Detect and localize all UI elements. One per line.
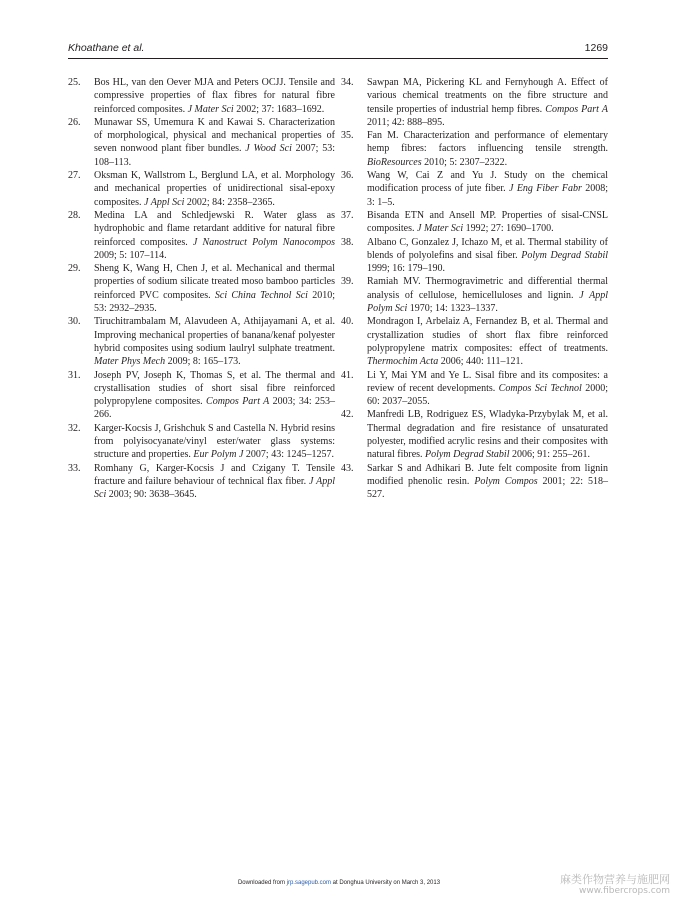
reference-journal: J Mater Sci bbox=[417, 223, 464, 235]
footer-link[interactable]: jrp.sagepub.com bbox=[286, 880, 331, 886]
reference-citation: Ramiah MV. Thermogravimetric and differential thermal analysis of cellulose, hemicelluloses and lignin. bbox=[367, 276, 608, 301]
reference-text bbox=[94, 209, 335, 262]
footer-prefix: Downloaded from bbox=[237, 880, 287, 886]
reference-citation: Romhany G, Karger-Kocsis J and Czigany T. Tensile fracture and failure behaviour of technical flax fiber. bbox=[94, 462, 335, 487]
reference-citation: Karger-Kocsis J, Grishchuk S and Castella N. Hybrid resins from polyisocyanate/vinyl ester/water glass systems: structure and properties. bbox=[94, 422, 335, 461]
reference-citation: Munawar SS, Umemura K and Kawai S. Characterization of morphological, physical and mechanical properties of seven nonwood plant fiber bundles. bbox=[94, 116, 335, 155]
reference-citation: Fan M. Characterization and performance of elementary hemp fibres: factors influencing tensile strength. bbox=[367, 130, 608, 155]
reference-text bbox=[367, 408, 608, 461]
reference-item bbox=[341, 408, 608, 461]
reference-number: 42. bbox=[341, 409, 354, 421]
reference-number: 29. bbox=[68, 263, 81, 275]
reference-volume-pages: 2006; 91: 255–261. bbox=[509, 449, 591, 461]
reference-journal: J Wood Sci bbox=[245, 143, 292, 155]
reference-journal: J Nanostruct Polym Nanocompos bbox=[192, 236, 335, 248]
reference-number: 31. bbox=[68, 369, 81, 381]
reference-text bbox=[367, 315, 608, 368]
reference-citation: Manfredi LB, Rodriguez ES, Wladyka-Przybylak M, et al. Thermal degradation and fire resistance of unsaturated polyester, modified acrylic resins and their composites with natural fibres. bbox=[367, 409, 608, 461]
reference-number: 26. bbox=[68, 116, 81, 128]
reference-journal: Eur Polym J bbox=[193, 449, 244, 461]
reference-item bbox=[341, 275, 608, 315]
reference-volume-pages: 2008; 3: 1–5. bbox=[367, 183, 609, 208]
reference-number: 27. bbox=[68, 170, 81, 182]
reference-journal: BioResources bbox=[367, 156, 422, 168]
reference-text bbox=[367, 275, 608, 315]
watermark-chinese-text: 麻类作物营养与施肥网 bbox=[560, 873, 670, 886]
references-right-column bbox=[341, 76, 608, 502]
reference-item bbox=[341, 236, 608, 276]
reference-text bbox=[94, 315, 335, 368]
reference-number: 39. bbox=[341, 276, 354, 288]
reference-volume-pages: 1970; 14: 1323–1337. bbox=[407, 303, 498, 315]
footer-suffix: at Donghua University on March 3, 2013 bbox=[331, 880, 441, 886]
reference-volume-pages: 2001; 22: 518–527. bbox=[367, 475, 608, 501]
reference-journal: Polym Degrad Stabil bbox=[521, 249, 608, 261]
reference-item bbox=[68, 209, 335, 262]
reference-journal: J Appl Sci bbox=[144, 196, 185, 208]
reference-text bbox=[367, 129, 608, 169]
reference-item bbox=[341, 76, 608, 129]
reference-journal: J Appl Polym Sci bbox=[367, 289, 608, 315]
reference-item bbox=[68, 169, 335, 209]
reference-volume-pages: 2002; 37: 1683–1692. bbox=[233, 103, 325, 115]
reference-citation: Sawpan MA, Pickering KL and Fernyhough A. Effect of various chemical treatments on the fibre structure and tensile properties of industrial hemp fibres. bbox=[367, 77, 608, 115]
reference-citation: Wang W, Cai Z and Yu J. Study on the chemical modification process of jute fiber. bbox=[367, 170, 608, 195]
reference-journal: J Eng Fiber Fabr bbox=[509, 183, 582, 195]
reference-text bbox=[94, 369, 335, 422]
reference-volume-pages: 2010; 5: 2307–2322. bbox=[421, 156, 508, 168]
reference-number: 33. bbox=[68, 462, 81, 474]
reference-text bbox=[94, 262, 335, 315]
reference-journal: Thermochim Acta bbox=[367, 356, 439, 368]
reference-item bbox=[341, 129, 608, 169]
running-header-authors: Khoathane et al. bbox=[68, 42, 145, 54]
reference-journal: J Appl Sci bbox=[94, 475, 335, 501]
reference-item bbox=[68, 116, 335, 169]
reference-citation: Li Y, Mai YM and Ye L. Sisal fibre and its composites: a review of recent developments. bbox=[367, 369, 608, 394]
reference-number: 32. bbox=[68, 422, 81, 434]
reference-text bbox=[367, 462, 608, 502]
reference-citation: Bisanda ETN and Ansell MP. Properties of sisal-CNSL composites. bbox=[367, 209, 608, 235]
reference-number: 28. bbox=[68, 209, 81, 221]
watermark bbox=[560, 873, 670, 897]
reference-text bbox=[367, 369, 608, 409]
reference-citation: Joseph PV, Joseph K, Thomas S, et al. The thermal and crystallisation studies of short sisal fibre reinforced polypropylene composites. bbox=[94, 369, 335, 408]
reference-number: 40. bbox=[341, 316, 354, 328]
reference-item bbox=[68, 422, 335, 462]
reference-item bbox=[68, 76, 335, 116]
reference-volume-pages: 1999; 16: 179–190. bbox=[367, 263, 446, 275]
reference-item bbox=[341, 462, 608, 502]
reference-item bbox=[68, 262, 335, 315]
reference-text bbox=[367, 169, 608, 209]
running-header bbox=[68, 40, 608, 59]
reference-number: 25. bbox=[68, 77, 81, 88]
reference-journal: Polym Degrad Stabil bbox=[425, 449, 510, 461]
reference-volume-pages: 2009; 5: 107–114. bbox=[94, 249, 167, 261]
reference-volume-pages: 2003; 90: 3638–3645. bbox=[106, 489, 197, 501]
reference-text bbox=[94, 462, 335, 502]
reference-volume-pages: 2000; 60: 2037–2055. bbox=[367, 382, 608, 408]
reference-journal: Polym Compos bbox=[474, 475, 538, 487]
page-number: 1269 bbox=[584, 42, 608, 54]
reference-journal: Mater Phys Mech bbox=[94, 356, 166, 368]
reference-volume-pages: 2007; 53: 108–113. bbox=[94, 143, 335, 168]
reference-journal: J Mater Sci bbox=[187, 103, 234, 115]
reference-journal: Compos Part A bbox=[206, 396, 270, 408]
reference-item bbox=[341, 315, 608, 368]
reference-text bbox=[94, 116, 335, 169]
reference-text bbox=[367, 76, 608, 129]
reference-item bbox=[68, 315, 335, 368]
reference-item bbox=[68, 462, 335, 502]
reference-number: 35. bbox=[341, 130, 354, 142]
reference-text bbox=[94, 169, 335, 209]
reference-journal: Compos Sci Technol bbox=[498, 382, 582, 394]
reference-number: 43. bbox=[341, 462, 354, 474]
reference-citation: Mondragon I, Arbelaiz A, Fernandez B, et al. Thermal and crystallization studies of short flax fibre reinforced polypropylene matrix composites: effect of treatments. bbox=[367, 316, 608, 354]
reference-number: 30. bbox=[68, 316, 81, 328]
reference-citation: Bos HL, van den Oever MJA and Peters OCJJ. Tensile and compressive properties of flax fibres for natural fibre reinforced composites. bbox=[94, 77, 335, 115]
reference-citation: Oksman K, Wallstrom L, Berglund LA, et al. Morphology and mechanical properties of unidirectional sisal-epoxy composites. bbox=[94, 170, 335, 208]
reference-item bbox=[341, 209, 608, 236]
reference-number: 38. bbox=[341, 236, 354, 248]
reference-journal: Sci China Technol Sci bbox=[214, 289, 308, 301]
reference-number: 41. bbox=[341, 369, 354, 381]
reference-text bbox=[367, 209, 608, 236]
reference-item bbox=[341, 169, 608, 209]
reference-item bbox=[68, 369, 335, 422]
reference-text bbox=[94, 76, 335, 116]
reference-citation: Albano C, Gonzalez J, Ichazo M, et al. Thermal stability of blends of polyolefins and sisal fiber. bbox=[367, 236, 608, 261]
reference-citation: Tiruchitrambalam M, Alavudeen A, Athijayamani A, et al. Improving mechanical properties of banana/kenaf polyester hybrid composites using sodium laulryl sulphate treatment. bbox=[94, 316, 335, 354]
reference-item bbox=[341, 369, 608, 409]
reference-journal: Compos Part A bbox=[545, 103, 608, 115]
reference-citation: Sarkar S and Adhikari B. Jute felt composite from lignin modified phenolic resin. bbox=[367, 462, 608, 487]
reference-volume-pages: 2006; 440: 111–121. bbox=[438, 356, 524, 368]
reference-text bbox=[367, 236, 608, 276]
reference-number: 37. bbox=[341, 209, 354, 221]
reference-volume-pages: 2011; 42: 888–895. bbox=[367, 116, 445, 128]
reference-number: 36. bbox=[341, 170, 354, 182]
reference-volume-pages: 2009; 8: 165–173. bbox=[165, 356, 241, 368]
reference-volume-pages: 2010; 53: 2932–2935. bbox=[94, 289, 335, 315]
reference-volume-pages: 2003; 34: 253–266. bbox=[94, 396, 335, 421]
reference-volume-pages: 2002; 84: 2358–2365. bbox=[184, 196, 275, 208]
reference-text bbox=[94, 422, 335, 462]
references-left-column bbox=[68, 76, 335, 502]
reference-volume-pages: 1992; 27: 1690–1700. bbox=[463, 223, 554, 235]
watermark-url: www.fibercrops.com bbox=[579, 886, 670, 896]
reference-citation: Sheng K, Wang H, Chen J, et al. Mechanical and thermal properties of sodium silicate treated moso bamboo particles reinforced PVC composites. bbox=[94, 263, 335, 301]
reference-volume-pages: 2007; 43: 1245–1257. bbox=[243, 449, 334, 461]
reference-number: 34. bbox=[341, 77, 354, 88]
reference-citation: Medina LA and Schledjewski R. Water glass as hydrophobic and flame retardant additive for natural fibre reinforced composites. bbox=[94, 209, 335, 248]
